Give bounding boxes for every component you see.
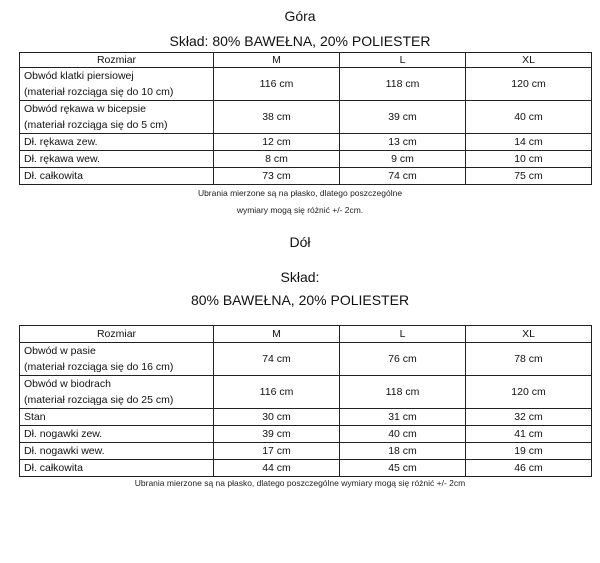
cell-l: 31 cm [340, 409, 466, 426]
cell-xl: 120 cm [466, 376, 592, 409]
header-size: Rozmiar [20, 326, 214, 343]
row-label-main: Obwód rękawa w bicepsie [24, 103, 146, 115]
row-label [20, 343, 214, 376]
cell-l: 45 cm [340, 460, 466, 477]
table-row [20, 68, 592, 101]
table-row [20, 426, 592, 443]
row-label-main: Obwód w pasie [24, 345, 96, 357]
cell-m: 17 cm [214, 443, 340, 460]
cell-l: 13 cm [340, 134, 466, 151]
bottom-title: Dół [289, 234, 311, 250]
header-m: M [214, 53, 340, 68]
cell-m: 73 cm [214, 168, 340, 185]
row-label-sub: (materiał rozciąga się do 5 cm) [24, 119, 168, 131]
header-xl: XL [466, 53, 592, 68]
bottom-measurement-note: Ubrania mierzone są na płasko, dlatego poszczególne wymiary mogą się różnić +/- 2cm [134, 478, 466, 488]
row-label-main: Obwód klatki piersiowej [24, 70, 134, 82]
cell-m: 116 cm [214, 68, 340, 101]
table-row [20, 134, 592, 151]
row-label-sub: (materiał rozciąga się do 25 cm) [24, 394, 174, 406]
row-label [20, 376, 214, 409]
cell-l: 74 cm [340, 168, 466, 185]
header-xl: XL [466, 326, 592, 343]
top-title: Góra [284, 8, 316, 24]
row-label [20, 68, 214, 101]
cell-m: 30 cm [214, 409, 340, 426]
cell-xl: 10 cm [466, 151, 592, 168]
cell-xl: 120 cm [466, 68, 592, 101]
cell-l: 76 cm [340, 343, 466, 376]
top-size-table [19, 52, 592, 185]
top-composition: Skład: 80% BAWEŁNA, 20% POLIESTER [169, 33, 431, 49]
header-size: Rozmiar [20, 53, 214, 68]
row-label: Dł. całkowita [20, 168, 214, 185]
table-row [20, 376, 592, 409]
cell-l: 39 cm [340, 101, 466, 134]
table-row [20, 460, 592, 477]
table-header-row [20, 53, 592, 68]
table-row [20, 409, 592, 426]
cell-m: 39 cm [214, 426, 340, 443]
row-label-sub: (materiał rozciąga się do 10 cm) [24, 86, 174, 98]
cell-xl: 32 cm [466, 409, 592, 426]
row-label: Dł. nogawki zew. [20, 426, 214, 443]
top-measurement-note-line2: wymiary mogą się różnić +/- 2cm. [236, 205, 364, 215]
bottom-composition-line1: Skład: [280, 269, 320, 285]
row-label-sub: (materiał rozciąga się do 16 cm) [24, 361, 174, 373]
cell-l: 40 cm [340, 426, 466, 443]
cell-l: 118 cm [340, 68, 466, 101]
cell-xl: 41 cm [466, 426, 592, 443]
table-row [20, 168, 592, 185]
row-label: Stan [20, 409, 214, 426]
cell-xl: 14 cm [466, 134, 592, 151]
table-row [20, 101, 592, 134]
table-row [20, 443, 592, 460]
top-measurement-note-line1: Ubrania mierzone są na płasko, dlatego poszczególne [197, 188, 403, 198]
row-label: Dł. całkowita [20, 460, 214, 477]
row-label: Dł. rękawa zew. [20, 134, 214, 151]
cell-l: 9 cm [340, 151, 466, 168]
cell-m: 12 cm [214, 134, 340, 151]
row-label-main: Obwód w biodrach [24, 378, 111, 390]
cell-xl: 46 cm [466, 460, 592, 477]
cell-m: 44 cm [214, 460, 340, 477]
cell-xl: 19 cm [466, 443, 592, 460]
row-label [20, 101, 214, 134]
header-l: L [340, 53, 466, 68]
row-label: Dł. rękawa wew. [20, 151, 214, 168]
table-header-row [20, 326, 592, 343]
bottom-composition-line2: 80% BAWEŁNA, 20% POLIESTER [190, 292, 410, 308]
cell-m: 8 cm [214, 151, 340, 168]
cell-m: 38 cm [214, 101, 340, 134]
cell-xl: 78 cm [466, 343, 592, 376]
header-l: L [340, 326, 466, 343]
row-label: Dł. nogawki wew. [20, 443, 214, 460]
table-row [20, 151, 592, 168]
table-row [20, 343, 592, 376]
cell-m: 116 cm [214, 376, 340, 409]
cell-l: 118 cm [340, 376, 466, 409]
header-m: M [214, 326, 340, 343]
cell-m: 74 cm [214, 343, 340, 376]
cell-l: 18 cm [340, 443, 466, 460]
cell-xl: 40 cm [466, 101, 592, 134]
cell-xl: 75 cm [466, 168, 592, 185]
bottom-size-table [19, 325, 592, 477]
